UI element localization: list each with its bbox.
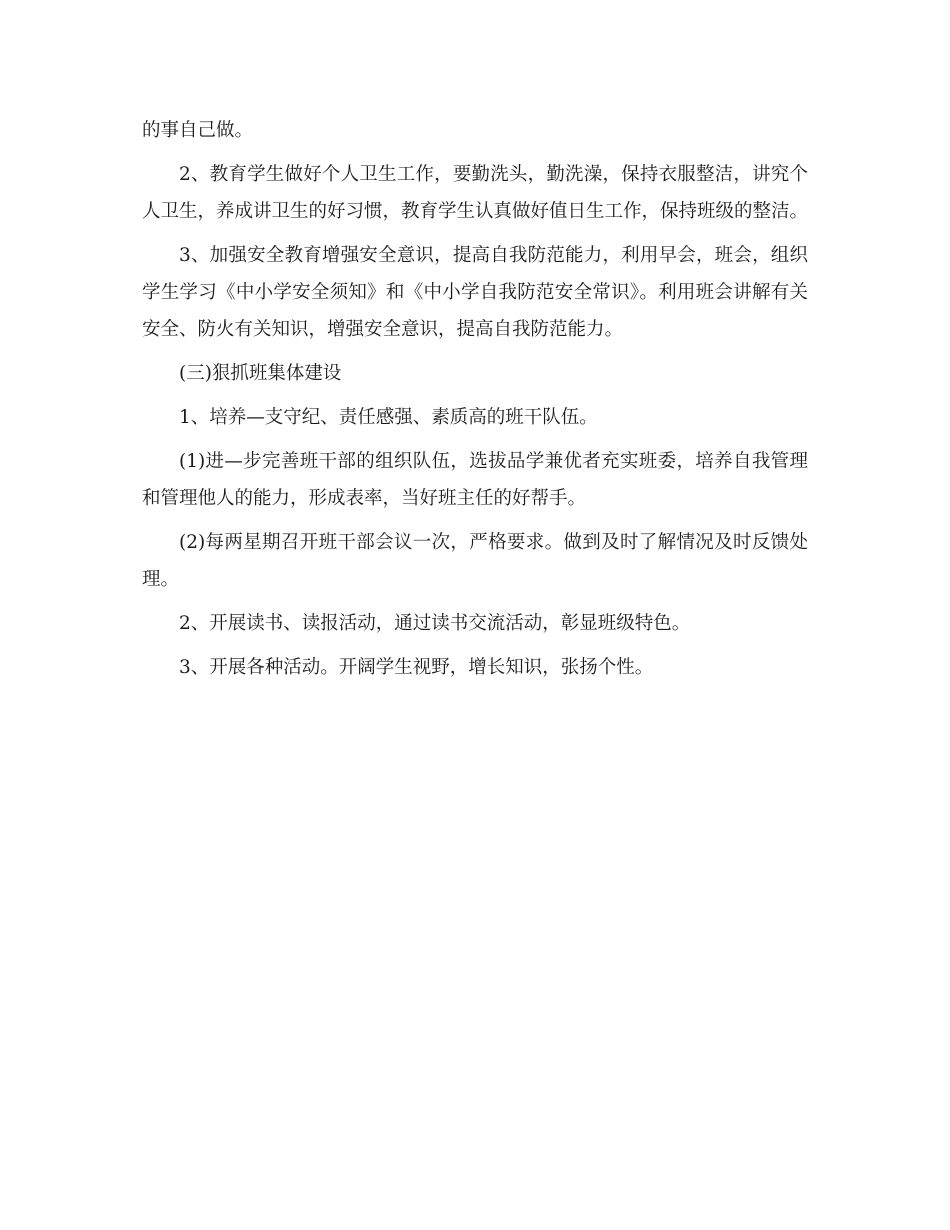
paragraph-reading-activity: 2、开展读书、读报活动，通过读书交流活动，彰显班级特色。 bbox=[179, 613, 691, 634]
document-body bbox=[142, 112, 808, 693]
section-heading-class-building: (三)狠抓班集体建设 bbox=[179, 363, 342, 384]
paragraph-hygiene: 2、教育学生做好个人卫生工作，要勤洗头，勤洗澡，保持衣服整洁，讲究个人卫生，养成讲卫生的好习惯，教育学生认真做好值日生工作，保持班级的整洁。 bbox=[142, 164, 809, 222]
paragraph-continuation: 的事自己做。 bbox=[142, 120, 254, 141]
paragraph-cadre-meeting: (2)每两星期召开班干部会议一次，严格要求。做到及时了解情况及时反馈处理。 bbox=[142, 532, 808, 590]
paragraph-cadre-team: 1、培养—支守纪、责任感强、素质高的班干队伍。 bbox=[179, 407, 598, 428]
paragraph-various-activities: 3、开展各种活动。开阔学生视野，增长知识，张扬个性。 bbox=[179, 657, 654, 678]
paragraph-safety: 3、加强安全教育增强安全意识，提高自我防范能力，利用早会，班会，组织学生学习《中小学安全须知》和《中小学自我防范安全常识》。利用班会讲解有关安全、防火有关知识，增强安全意识，提高自我防范能力。 bbox=[142, 245, 808, 340]
paragraph-cadre-organization: (1)进—步完善班干部的组织队伍，选拔品学兼优者充实班委，培养自我管理和管理他人的能力，形成表率，当好班主任的好帮手。 bbox=[142, 451, 808, 509]
